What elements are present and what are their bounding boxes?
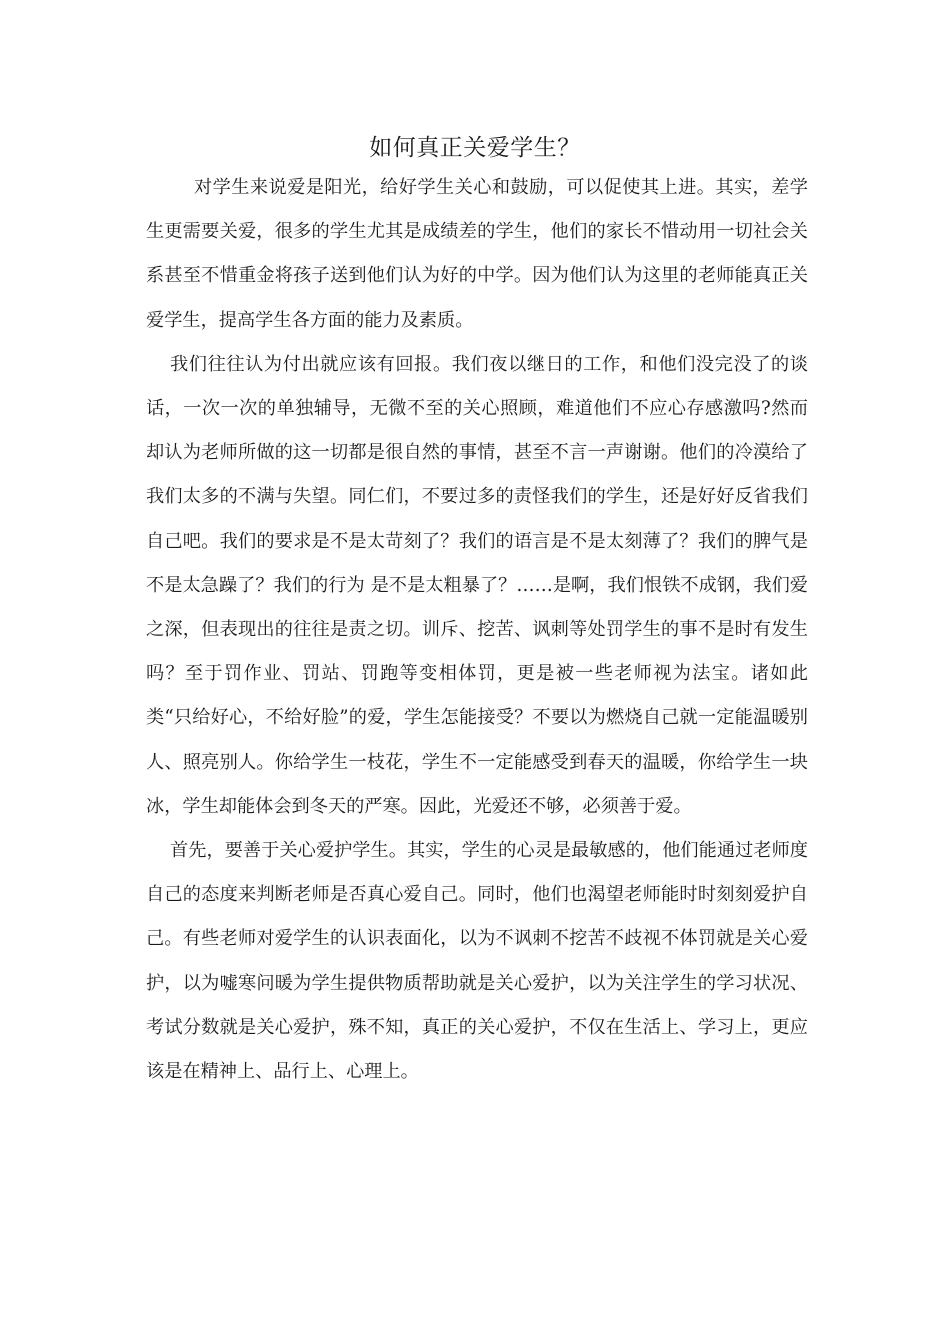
document-body <box>146 166 808 1094</box>
paragraph-2: 我们往往认为付出就应该有回报。我们夜以继日的工作，和他们没完没了的谈话，一次一次的单独辅导，无微不至的关心照顾，难道他们不应心存感激吗?然而却认为老师所做的这一切都是很自然的事情，甚至不言一声谢谢。他们的冷漠给了我们太多的不满与失望。同仁们，不要过多的责怪我们的学生，还是好好反省我们自己吧。我们的要求是不是太苛刻了？我们的语言是不是太刻薄了？我们的脾气是不是太急躁了？我们的行为 是不是太粗暴了？……是啊，我们恨铁不成钢，我们爱之深，但表现出的往往是责之切。训斥、挖苦、讽刺等处罚学生的事不是时有发生吗？至于罚作业、罚站、罚跑等变相体罚，更是被一些老师视为法宝。诸如此类“只给好心，不给好脸”的爱，学生怎能接受？不要以为燃烧自己就一定能温暖别人、照亮别人。你给学生一枝花，学生不一定能感受到春天的温暖，你给学生一块冰，学生却能体会到冬天的严寒。因此，光爱还不够，必须善于爱。 <box>146 353 808 817</box>
paragraph-3: 首先，要善于关心爱护学生。其实，学生的心灵是最敏感的，他们能通过老师度自己的态度来判断老师是否真心爱自己。同时，他们也渴望老师能时时刻刻爱护自己。有些老师对爱学生的认识表面化，以为不讽刺不挖苦不歧视不体罚就是关心爱护，以为嘘寒问暖为学生提供物质帮助就是关心爱护，以为关注学生的学习状况、考试分数就是关心爱护，殊不知，真正的关心爱护，不仅在生活上、学习上，更应该是在精神上、品行上、心理上。 <box>146 840 808 1083</box>
paragraph-1: 对学生来说爱是阳光，给好学生关心和鼓励，可以促使其上进。其实，差学生更需要关爱，很多的学生尤其是成绩差的学生，他们的家长不惜动用一切社会关系甚至不惜重金将孩子送到他们认为好的中学。因为他们认为这里的老师能真正关爱学生，提高学生各方面的能力及素质。 <box>146 177 808 331</box>
document-title: 如何真正关爱学生？ <box>369 135 581 161</box>
